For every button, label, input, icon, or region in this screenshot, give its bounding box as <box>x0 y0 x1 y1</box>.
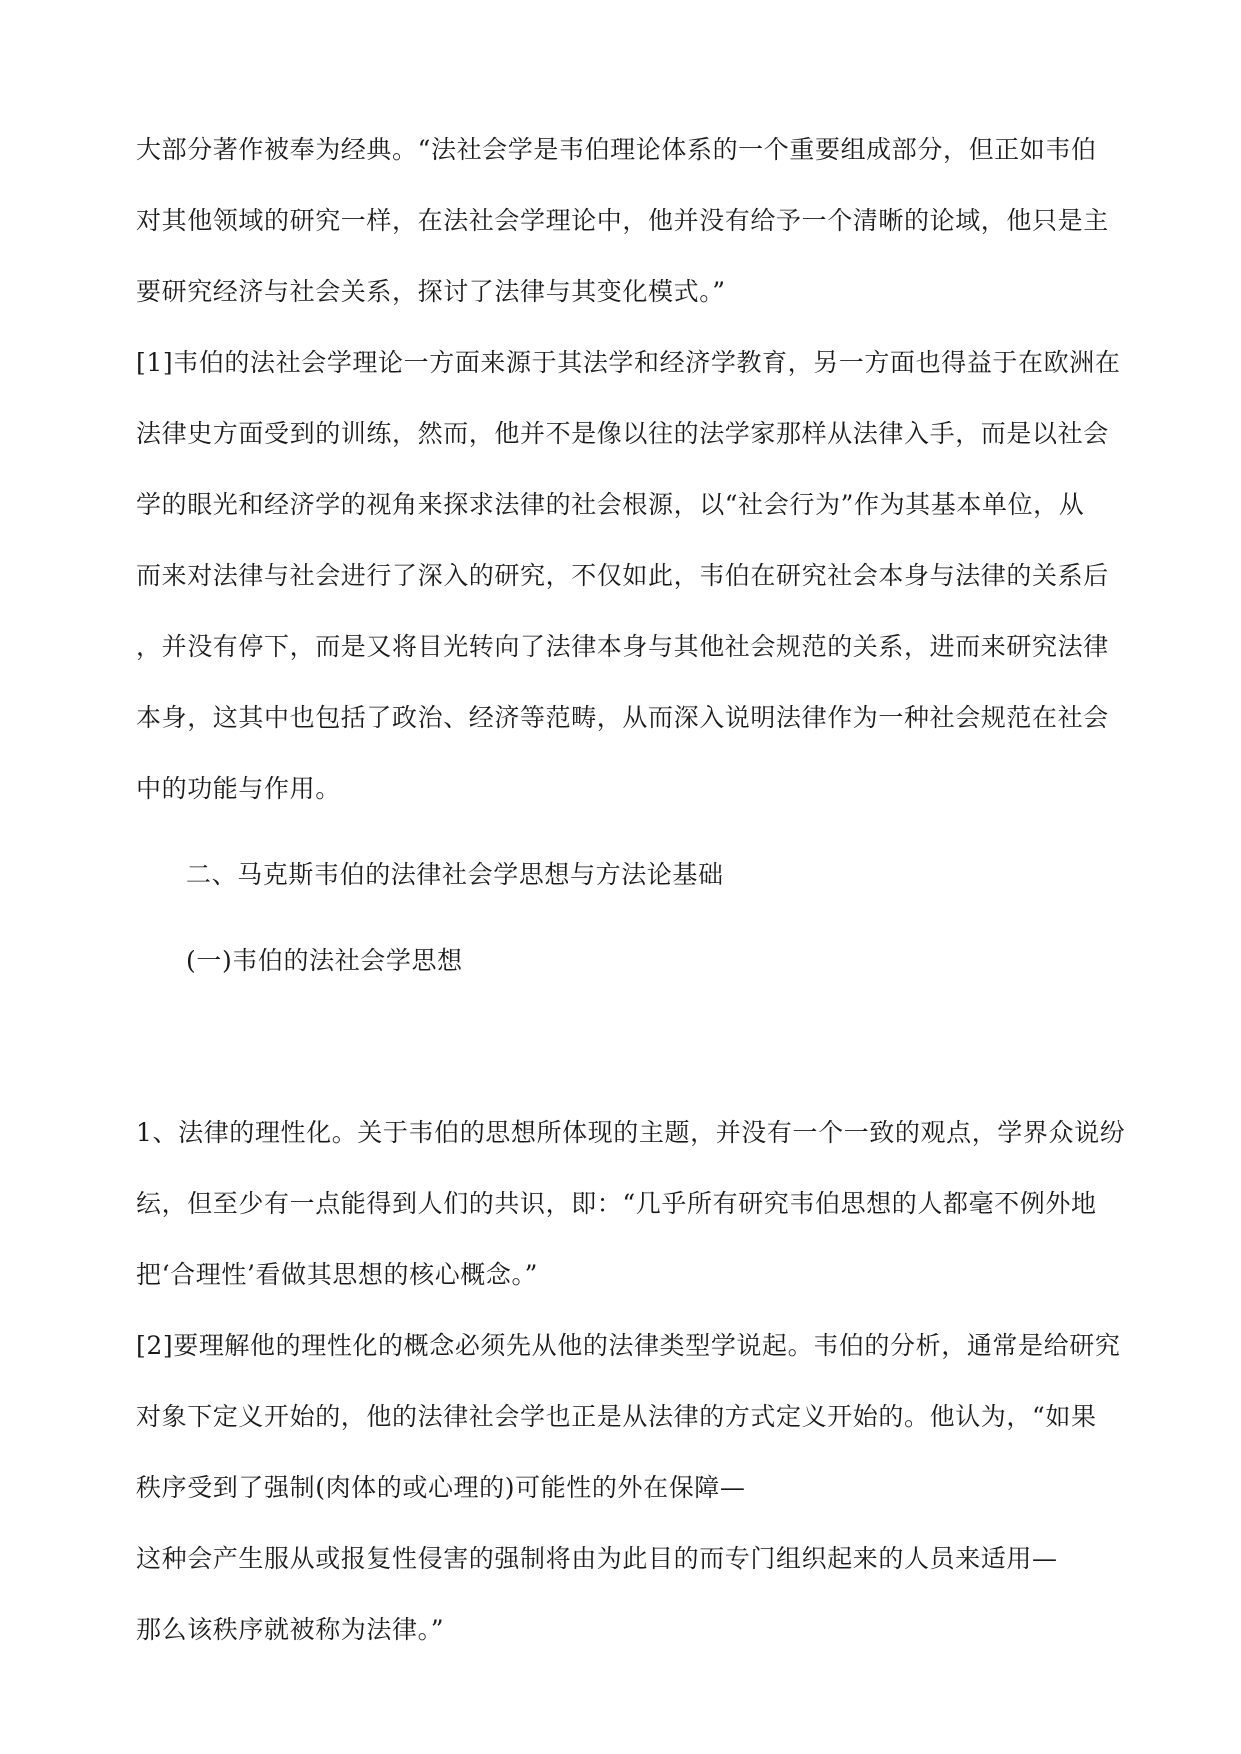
text-line: 纭，但至少有一点能得到人们的共识，即：“几乎所有研究韦伯思想的人都毫不例外地 <box>136 1189 1097 1218</box>
text-line: 法律史方面受到的训练，然而，他并不是像以往的法学家那样从法律入手，而是以社会 <box>136 419 1109 448</box>
text-line: 把‘合理性’看做其思想的核心概念。” <box>136 1260 538 1289</box>
text-line: 那么该秩序就被称为法律。” <box>136 1615 445 1644</box>
text-line: 对象下定义开始的，他的法律社会学也正是从法律的方式定义开始的。他认为，“如果 <box>136 1402 1097 1431</box>
text-line: [2]要理解他的理性化的概念必须先从他的法律类型学说起。韦伯的分析，通常是给研究 <box>136 1331 1121 1360</box>
text-line: 对其他领域的研究一样，在法社会学理论中，他并没有给予一个清晰的论域，他只是主 <box>136 206 1109 235</box>
text-line: 这种会产生服从或报复性侵害的强制将由为此目的而专门组织起来的人员来适用— <box>136 1544 1058 1573</box>
text-line: 秩序受到了强制(肉体的或心理的)可能性的外在保障— <box>136 1473 746 1502</box>
text-line: 中的功能与作用。 <box>136 774 341 803</box>
text-line: 大部分著作被奉为经典。“法社会学是韦伯理论体系的一个重要组成部分，但正如韦伯 <box>136 135 1097 164</box>
text-line: 1、法律的理性化。关于韦伯的思想所体现的主题，并没有一个一致的观点，学界众说纷 <box>136 1118 1126 1147</box>
text-line: 而来对法律与社会进行了深入的研究，不仅如此，韦伯在研究社会本身与法律的关系后 <box>136 561 1109 590</box>
text-line: 要研究经济与社会关系，探讨了法律与其变化模式。” <box>136 277 726 306</box>
section-heading: 二、马克斯韦伯的法律社会学思想与方法论基础 <box>186 860 724 889</box>
subsection-heading: (一)韦伯的法社会学思想 <box>186 946 463 975</box>
text-line: 学的眼光和经济学的视角来探求法律的社会根源，以“社会行为”作为其基本单位，从 <box>136 490 1085 519</box>
text-line: 本身，这其中也包括了政治、经济等范畴，从而深入说明法律作为一种社会规范在社会 <box>136 703 1109 732</box>
text-line: ，并没有停下，而是又将目光转向了法律本身与其他社会规范的关系，进而来研究法律 <box>136 632 1109 661</box>
text-line: [1]韦伯的法社会学理论一方面来源于其法学和经济学教育，另一方面也得益于在欧洲在 <box>136 348 1121 377</box>
